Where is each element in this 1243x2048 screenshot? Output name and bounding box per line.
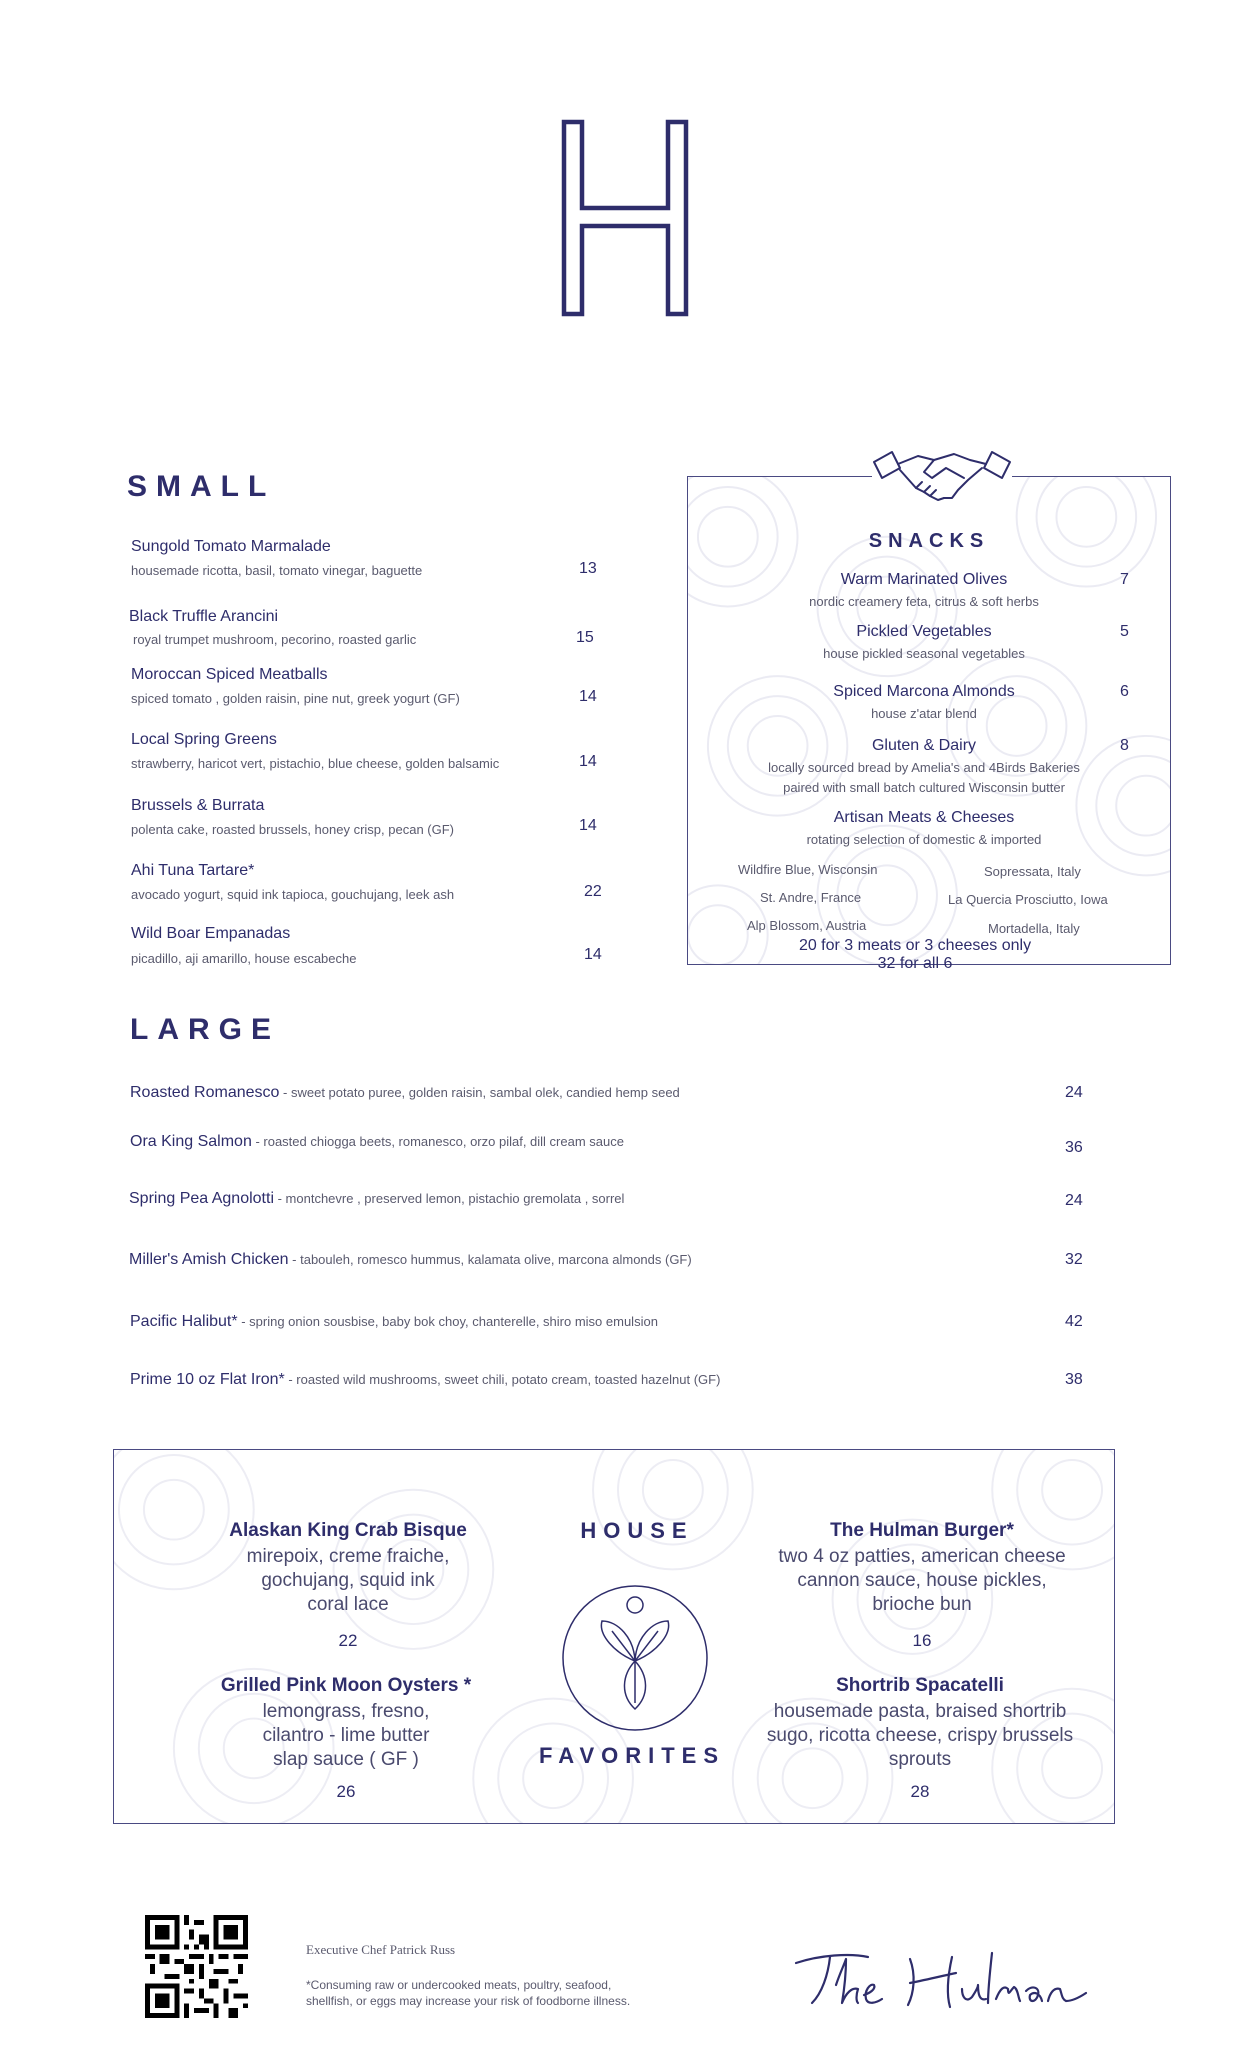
large-item-name: Miller's Amish Chicken <box>129 1251 289 1268</box>
small-item-desc: polenta cake, roasted brussels, honey crisp, pecan (GF) <box>131 822 454 837</box>
favorite-item-name: Grilled Pink Moon Oysters * <box>220 1675 472 1696</box>
favorite-item-desc <box>263 1700 430 1772</box>
favorite-item-name: Alaskan King Crab Bisque <box>229 1520 467 1541</box>
snack-item-price: 8 <box>1120 737 1129 754</box>
large-item-price: 38 <box>1065 1371 1083 1388</box>
small-item-desc: royal trumpet mushroom, pecorino, roasted garlic <box>133 632 417 647</box>
consumer-advisory <box>306 1977 630 2009</box>
small-item-desc: strawberry, haricot vert, pistachio, blue cheese, golden balsamic <box>131 756 500 771</box>
meat-item: Mortadella, Italy <box>988 921 1080 936</box>
small-item-price: 14 <box>584 946 602 963</box>
favorite-item-desc <box>247 1545 450 1617</box>
favorite-desc-line: sprouts <box>888 1749 952 1770</box>
favorite-desc-line: cannon sauce, house pickles, <box>797 1570 1047 1591</box>
favorite-item-desc <box>778 1545 1065 1617</box>
large-item <box>130 1084 680 1102</box>
large-item-desc: - roasted wild mushrooms, sweet chili, potato cream, toasted hazelnut (GF) <box>284 1372 721 1387</box>
small-item-desc: spiced tomato , golden raisin, pine nut, greek yogurt (GF) <box>131 691 460 706</box>
qr-code-icon[interactable] <box>145 1915 248 2018</box>
favorite-desc-line: sugo, ricotta cheese, crispy brussels <box>766 1725 1074 1746</box>
favorite-desc-line: cilantro - lime butter <box>262 1725 430 1746</box>
large-heading: LARGE <box>130 1013 280 1046</box>
small-item-price: 14 <box>579 688 597 705</box>
large-item-name: Pacific Halibut* <box>130 1313 238 1330</box>
small-item-price: 15 <box>576 629 594 646</box>
large-item-name: Prime 10 oz Flat Iron* <box>130 1371 285 1388</box>
small-item-desc: housemade ricotta, basil, tomato vinegar, baguette <box>131 563 423 578</box>
favorite-item-desc <box>767 1700 1073 1772</box>
snack-item-name: Pickled Vegetables <box>856 623 992 640</box>
h-logo <box>560 118 690 318</box>
large-item-name: Roasted Romanesco <box>130 1084 280 1101</box>
artisan-price-1: 20 for 3 meats or 3 cheeses only <box>798 937 1032 954</box>
favorite-item-price: 28 <box>910 1782 930 1801</box>
small-item-name: Moroccan Spiced Meatballs <box>131 666 328 683</box>
small-item-name: Brussels & Burrata <box>131 797 265 814</box>
artisan-name: Artisan Meats & Cheeses <box>833 809 1015 826</box>
advisory-line: shellfish, or eggs may increase your risk of foodborne illness. <box>306 1994 631 2008</box>
small-item-price: 13 <box>579 560 597 577</box>
snack-item-price: 5 <box>1120 623 1129 640</box>
snack-item-name: Spiced Marcona Almonds <box>833 683 1015 700</box>
large-item <box>129 1190 624 1208</box>
large-item-name: Spring Pea Agnolotti <box>129 1190 274 1207</box>
favorite-desc-line: brioche bun <box>872 1594 972 1615</box>
snack-item-desc: house z'atar blend <box>871 706 977 721</box>
favorite-desc-line: coral lace <box>307 1594 389 1615</box>
large-item-price: 24 <box>1065 1192 1083 1209</box>
favorite-desc-line: lemongrass, fresno, <box>262 1701 430 1722</box>
favorite-desc-line: gochujang, squid ink <box>261 1570 435 1591</box>
favorite-desc-line: housemade pasta, braised shortrib <box>773 1701 1067 1722</box>
artisan-price-2: 32 for all 6 <box>877 955 953 972</box>
small-item-desc: avocado yogurt, squid ink tapioca, gouchujang, leek ash <box>131 887 455 902</box>
favorites-word-top: HOUSE <box>580 1518 694 1543</box>
snack-item-desc: nordic creamery feta, citrus & soft herbs <box>809 594 1039 609</box>
snack-item-desc: paired with small batch cultured Wisconsin butter <box>783 780 1065 795</box>
small-item-name: Black Truffle Arancini <box>129 608 279 625</box>
favorite-desc-line: slap sauce ( GF ) <box>273 1749 419 1770</box>
signature-logo <box>790 1945 1090 2015</box>
snack-item-desc: house pickled seasonal vegetables <box>823 646 1025 661</box>
favorite-item-price: 26 <box>336 1782 356 1801</box>
small-item-name: Sungold Tomato Marmalade <box>131 538 331 555</box>
large-item-desc: - tabouleh, romesco hummus, kalamata olive, marcona almonds (GF) <box>288 1252 692 1267</box>
large-item-price: 24 <box>1065 1084 1083 1101</box>
favorite-desc-line: mirepoix, creme fraiche, <box>246 1546 450 1567</box>
chef-credit: Executive Chef Patrick Russ <box>306 1942 456 1957</box>
small-item-name: Ahi Tuna Tartare* <box>131 862 255 879</box>
large-item-desc: - spring onion sousbise, baby bok choy, chanterelle, shiro miso emulsion <box>237 1314 658 1329</box>
large-item <box>130 1133 624 1151</box>
snack-item-price: 6 <box>1120 683 1129 700</box>
favorite-desc-line: two 4 oz patties, american cheese <box>778 1546 1066 1567</box>
artisan-desc: rotating selection of domestic & imported <box>806 832 1042 847</box>
snacks-heading: SNACKS <box>868 530 990 552</box>
small-item-price: 14 <box>579 817 597 834</box>
large-item <box>130 1313 658 1331</box>
favorite-item-price: 22 <box>338 1631 358 1650</box>
favorite-item-price: 16 <box>912 1631 932 1650</box>
meat-item: Sopressata, Italy <box>984 864 1081 879</box>
large-item-desc: - montchevre , preserved lemon, pistachio gremolata , sorrel <box>274 1191 625 1206</box>
snack-item-name: Gluten & Dairy <box>871 737 977 754</box>
advisory-line: *Consuming raw or undercooked meats, poultry, seafood, <box>306 1978 612 1992</box>
small-item-price: 14 <box>579 753 597 770</box>
snack-item-desc: locally sourced bread by Amelia's and 4Birds Bakeries <box>768 760 1080 775</box>
large-item-name: Ora King Salmon <box>130 1133 252 1150</box>
snack-item-name: Warm Marinated Olives <box>840 571 1008 588</box>
large-item-desc: - roasted chiogga beets, romanesco, orzo pilaf, dill cream sauce <box>251 1134 624 1149</box>
small-heading: SMALL <box>127 470 276 503</box>
favorite-item-name: Shortrib Spacatelli <box>836 1675 1004 1696</box>
large-item-price: 32 <box>1065 1251 1083 1268</box>
favorites-word-bottom: FAVORITES <box>538 1743 726 1768</box>
favorite-item-name: The Hulman Burger* <box>830 1520 1014 1541</box>
large-item <box>130 1371 720 1389</box>
large-item <box>129 1251 692 1269</box>
small-item-desc: picadillo, aji amarillo, house escabeche <box>131 951 357 966</box>
snack-item-price: 7 <box>1120 571 1129 588</box>
handshake-icon <box>872 444 1012 514</box>
large-item-price: 42 <box>1065 1313 1083 1330</box>
cheese-item: Alp Blossom, Austria <box>747 918 867 933</box>
large-item-desc: - sweet potato puree, golden raisin, sambal olek, candied hemp seed <box>279 1085 680 1100</box>
cheese-item: Wildfire Blue, Wisconsin <box>738 862 878 877</box>
small-item-name: Local Spring Greens <box>131 731 277 748</box>
small-item-name: Wild Boar Empanadas <box>131 925 291 942</box>
small-item-price: 22 <box>584 883 602 900</box>
cheese-item: St. Andre, France <box>760 890 862 905</box>
leaf-emblem-icon <box>560 1583 710 1733</box>
large-item-price: 36 <box>1065 1139 1083 1156</box>
meat-item: La Quercia Prosciutto, Iowa <box>948 892 1108 907</box>
